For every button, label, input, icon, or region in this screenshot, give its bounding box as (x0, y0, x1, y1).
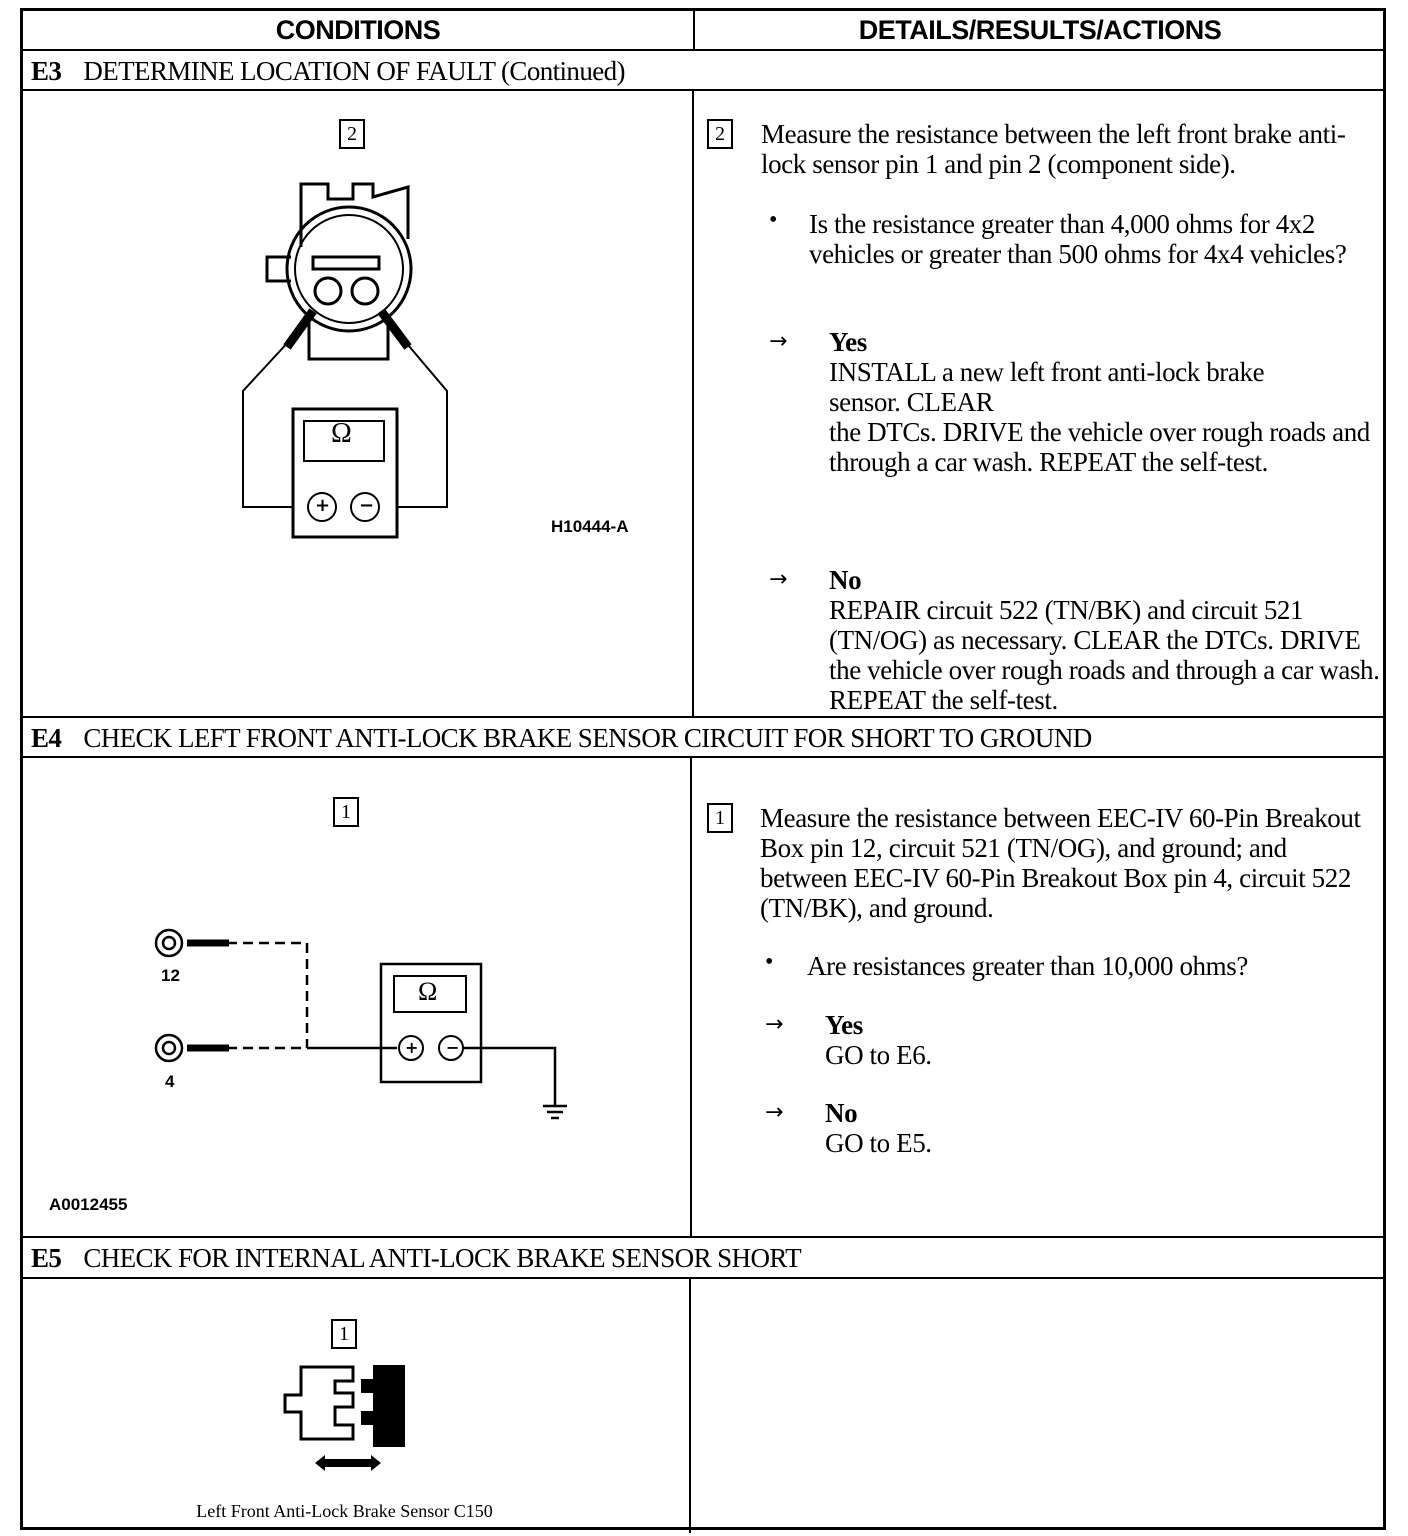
figure-step-number: 1 (333, 797, 359, 827)
pin-4-jack-inner (163, 1042, 175, 1054)
pin-4-jack (156, 1035, 182, 1061)
sensor-connector-half (285, 1367, 353, 1439)
plus-symbol: + (315, 495, 331, 516)
step-id: E5 (31, 1243, 62, 1273)
minus-symbol: − (359, 495, 375, 516)
meter-ohm-symbol: Ω (418, 977, 437, 1006)
pin-4-label: 4 (165, 1072, 175, 1091)
meter-ohm-symbol: Ω (331, 418, 352, 449)
plus-symbol: + (405, 1038, 419, 1057)
arrow-icon: → (769, 329, 788, 354)
probe-right (381, 311, 408, 347)
step-title: DETERMINE LOCATION OF FAULT (Continued) (83, 56, 625, 86)
breakout-box-figure (23, 756, 690, 1236)
arrow-icon: → (765, 1012, 784, 1037)
arrow-left-icon (315, 1455, 325, 1471)
divider (693, 11, 695, 49)
lead-to-ground (463, 1048, 555, 1106)
figure-code: A0012455 (49, 1195, 128, 1214)
meter-lead-negative (397, 339, 447, 507)
lead-pin-12 (227, 943, 307, 1048)
harness-connector-half (361, 1365, 405, 1447)
step-e5-header (31, 1238, 801, 1278)
question-text: Are resistances greater than 10,000 ohms? (807, 951, 1248, 981)
connector-separation-figure (23, 1277, 689, 1533)
pin-12-jack (156, 930, 182, 956)
step-title: CHECK LEFT FRONT ANTI-LOCK BRAKE SENSOR CIRCUIT FOR SHORT TO GROUND (83, 723, 1092, 753)
no-action: REPAIR circuit 522 (TN/BK) and circuit 521 (TN/OG) as necessary. CLEAR the DTCs. DRIVE the vehicle over rough roads and through a car wash. REPEAT the self-test. (829, 595, 1380, 715)
yes-label: Yes (825, 1010, 863, 1040)
details-step-number: 1 (707, 803, 733, 833)
yes-label: Yes (829, 327, 867, 357)
arrow-icon: → (765, 1100, 784, 1125)
figure-step-number: 1 (331, 1319, 357, 1349)
minus-symbol: − (446, 1038, 460, 1057)
step-e4-header (31, 718, 1092, 758)
bullet: • (769, 207, 778, 233)
step-id: E4 (31, 723, 62, 753)
step-title: CHECK FOR INTERNAL ANTI-LOCK BRAKE SENSOR SHORT (83, 1243, 802, 1273)
yes-action: INSTALL a new left front anti-lock brake sensor. CLEAR (829, 357, 1265, 417)
no-action: GO to E5. (825, 1128, 932, 1158)
step-id: E3 (31, 56, 62, 86)
connector-key (313, 257, 379, 269)
details-header: DETAILS/RESULTS/ACTIONS (858, 15, 1222, 45)
arrow-icon: → (769, 567, 788, 592)
divider (690, 756, 692, 1236)
instruction-text: Measure the resistance between EEC-IV 60-Pin Breakout Box pin 12, circuit 521 (TN/OG), and ground; and between EEC-IV 60-Pin Breakout Box pin 4, circuit 522 (TN/BK), and ground. (760, 803, 1361, 923)
question-text: Is the resistance greater than 4,000 ohms for 4x2 vehicles or greater than 500 ohms for 4x4 vehicles? (809, 209, 1347, 269)
yes-action: GO to E6. (825, 1040, 932, 1070)
separation-arrow-icon (325, 1459, 373, 1467)
bullet: • (765, 949, 774, 975)
arrow-right-icon (371, 1455, 381, 1471)
pin-2 (352, 278, 378, 304)
yes-action-continued: the DTCs. DRIVE the vehicle over rough roads and through a car wash. REPEAT the self-test. (829, 417, 1370, 477)
no-label: No (829, 565, 862, 595)
details-step-number: 2 (707, 119, 733, 149)
step-e3-header (31, 51, 625, 91)
instruction-text: Measure the resistance between the left front brake anti-lock sensor pin 1 and pin 2 (component side). (761, 119, 1346, 179)
no-label: No (825, 1098, 858, 1128)
pin-12-jack-inner (163, 937, 175, 949)
pin-12-label: 12 (161, 966, 180, 985)
sensor-ohmmeter-figure (23, 89, 693, 709)
conditions-header: CONDITIONS (275, 15, 441, 45)
figure-code: H10444-A (551, 517, 629, 536)
figure-step-number: 2 (339, 119, 365, 149)
pin-1 (315, 278, 341, 304)
figure-caption: Left Front Anti-Lock Brake Sensor C150 (196, 1501, 493, 1521)
divider (689, 1277, 691, 1533)
meter-lead-positive (243, 339, 293, 507)
procedure-table (20, 8, 1386, 1530)
